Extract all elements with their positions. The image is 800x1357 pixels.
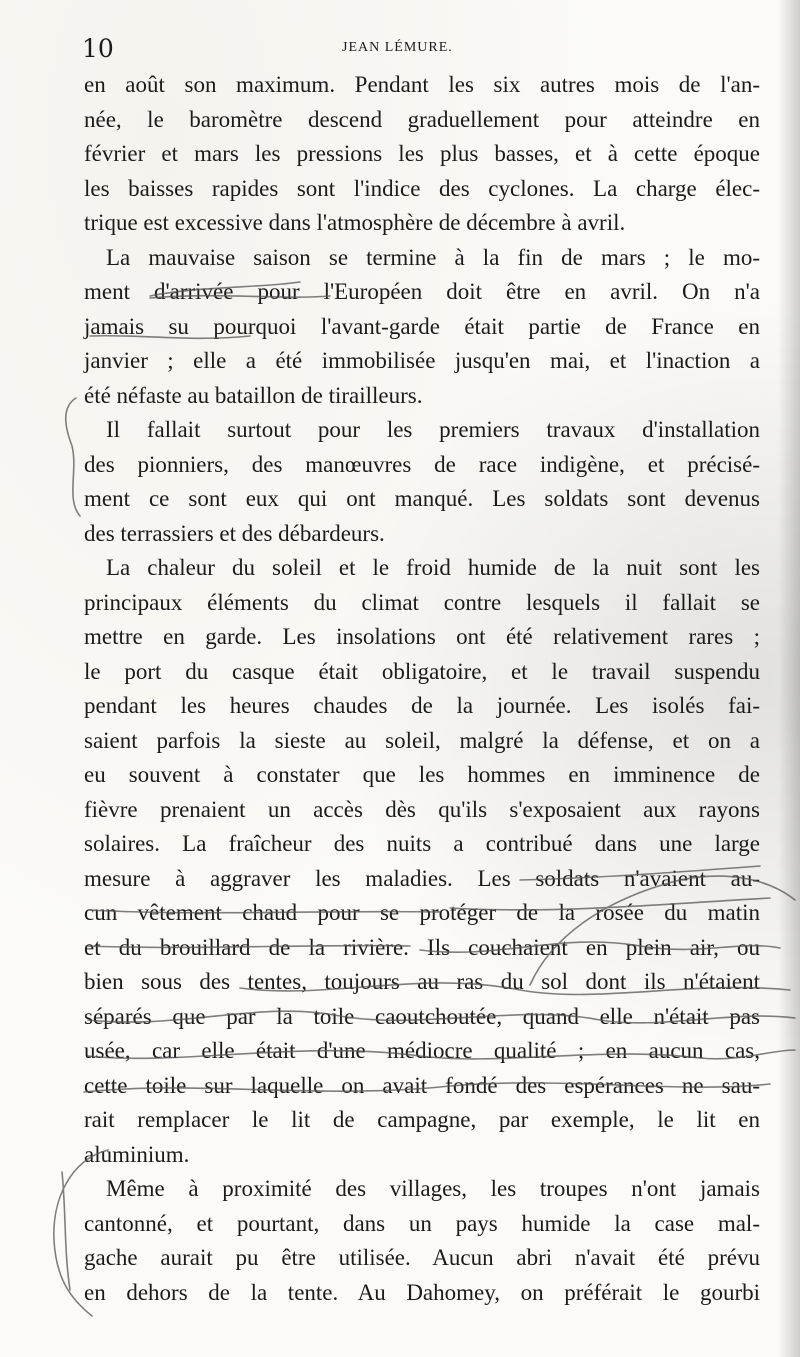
- pencil-bracket-left: [66, 398, 80, 516]
- paragraph-start-line: Il fallait surtout pour les premiers travaux d'installation: [106, 417, 760, 442]
- page-header: [78, 30, 758, 64]
- body-text: [84, 68, 760, 1310]
- text-line: aluminium.: [84, 1141, 190, 1167]
- text-line: mettre en garde. Les insolations ont été relativement rares ;: [84, 624, 760, 649]
- text-line: jamais su pourquoi l'avant-garde était partie de France en: [84, 313, 760, 339]
- page-number: 10: [82, 34, 114, 63]
- text-line: février et mars les pressions les plus basses, et à cette époque: [84, 141, 760, 166]
- text-line: en août son maximum. Pendant les six autres mois de l'an-: [84, 72, 760, 97]
- text-line: principaux éléments du climat contre lesquels il fallait se: [84, 589, 760, 615]
- text-line: solaires. La fraîcheur des nuits a contribué dans une large: [84, 831, 760, 856]
- text-line: gache aurait pu être utilisée. Aucun abri n'avait été prévu: [84, 1245, 760, 1270]
- text-line: ment ce sont eux qui ont manqué. Les soldats sont devenus: [84, 486, 760, 511]
- text-line: usée, car elle était d'une médiocre qualité ; en aucun cas,: [84, 1038, 760, 1063]
- text-line: séparés que par la toile caoutchoutée, quand elle n'était pas: [84, 1003, 760, 1029]
- text-line: pendant les heures chaudes de la journée. Les isolés fai-: [84, 693, 760, 718]
- text-line: des pionniers, des manœuvres de race indigène, et précisé-: [84, 451, 760, 477]
- text-line: été néfaste au bataillon de tirailleurs.: [84, 382, 423, 408]
- text-line: rait remplacer le lit de campagne, par exemple, le lit en: [84, 1107, 760, 1132]
- text-line: eu souvent à constater que les hommes en imminence de: [84, 762, 760, 787]
- text-line: janvier ; elle a été immobilisée jusqu'en mai, et l'inaction a: [84, 348, 760, 373]
- text-line: des terrassiers et des débardeurs.: [84, 520, 385, 546]
- pencil-tick: [62, 1172, 70, 1290]
- text-line: en dehors de la tente. Au Dahomey, on préférait le gourbi: [84, 1279, 760, 1305]
- text-line: les baisses rapides sont l'indice des cyclones. La charge élec-: [84, 175, 760, 201]
- text-line: fièvre prenaient un accès dès qu'ils s'exposaient aux rayons: [84, 796, 760, 822]
- page-gutter-shadow: [778, 0, 800, 1357]
- text-line: le port du casque était obligatoire, et le travail suspendu: [84, 658, 760, 684]
- text-line: cette toile sur laquelle on avait fondé des espérances ne sau-: [84, 1072, 760, 1098]
- text-line: trique est excessive dans l'atmosphère de décembre à avril.: [84, 210, 626, 235]
- text-line: cun vêtement chaud pour se protéger de la rosée du matin: [84, 900, 760, 925]
- running-title: JEAN LÉMURE.: [342, 40, 453, 55]
- text-line: et du brouillard de la rivière. Ils couchaient en plein air, ou: [84, 934, 760, 960]
- text-line: mesure à aggraver les maladies. Les soldats n'avaient au-: [84, 865, 760, 891]
- paragraph-start-line: La mauvaise saison se termine à la fin de mars ; le mo-: [106, 244, 760, 270]
- text-line: née, le baromètre descend graduellement pour atteindre en: [84, 106, 760, 132]
- paragraph-start-line: Même à proximité des villages, les troupes n'ont jamais: [106, 1176, 760, 1201]
- paragraph-start-line: La chaleur du soleil et le froid humide de la nuit sont les: [106, 555, 760, 580]
- text-line: ment d'arrivée pour l'Européen doit être en avril. On n'a: [84, 279, 760, 304]
- text-line: saient parfois la sieste au soleil, malgré la défense, et on a: [84, 727, 760, 753]
- text-line: cantonné, et pourtant, dans un pays humide la case mal-: [84, 1210, 760, 1236]
- text-line: bien sous des tentes, toujours au ras du sol dont ils n'étaient: [84, 969, 760, 994]
